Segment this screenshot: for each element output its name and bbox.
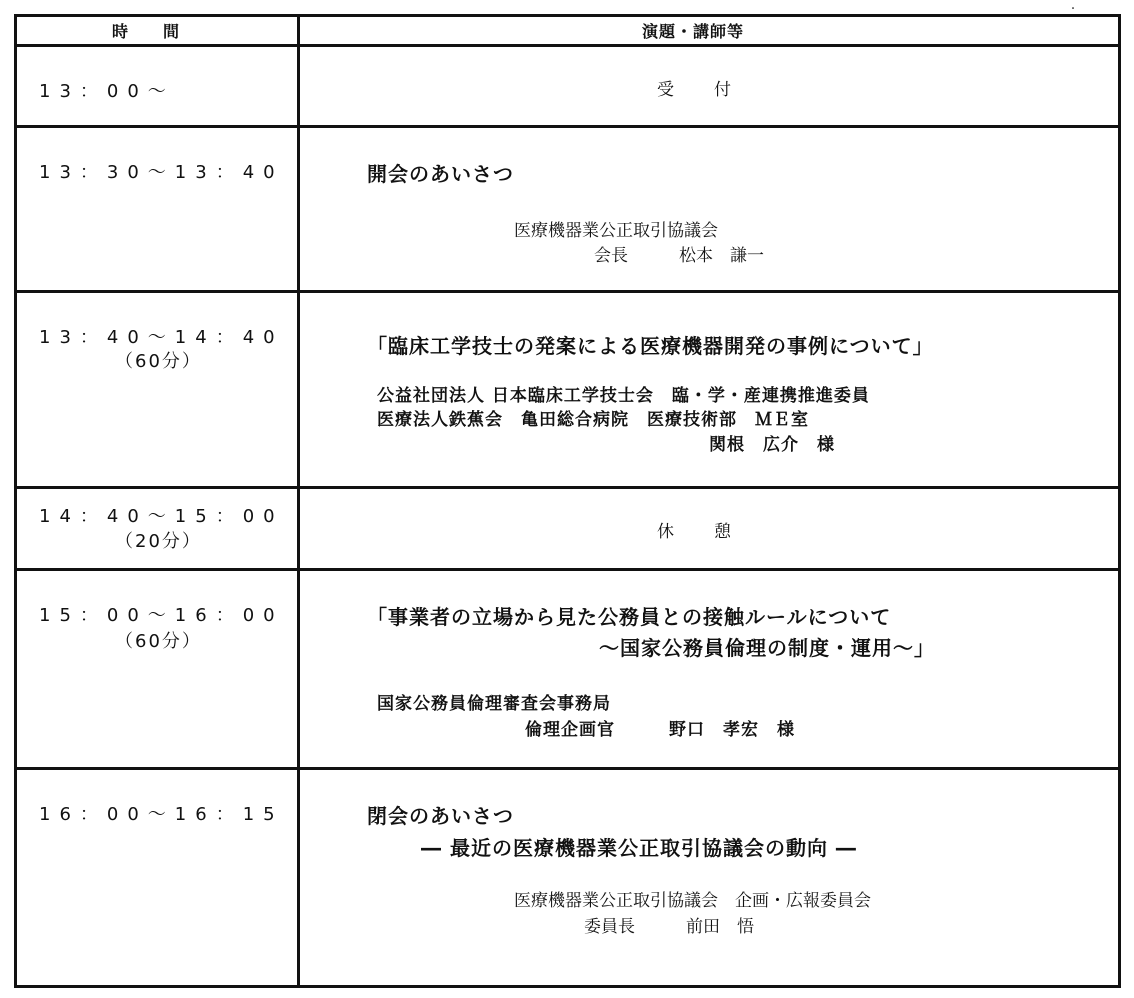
speaker-affiliation: 医療法人鉄蕉会 亀田総合病院 医療技術部 ＭＥ室 xyxy=(377,410,809,430)
corner-dot: ・ xyxy=(1068,4,1078,15)
speaker-name: 倫理企画官 野口 孝宏 様 xyxy=(525,720,795,740)
organization: 医療機器業公正取引協議会 企画・広報委員会 xyxy=(514,891,871,911)
time-slot: 13：40～14：40 xyxy=(39,327,284,348)
table-row xyxy=(17,571,1118,767)
speaker: 委員長 前田 悟 xyxy=(584,917,754,937)
time-slot: 16：00～16：15 xyxy=(39,804,284,825)
organization: 医療機器業公正取引協議会 xyxy=(514,221,718,241)
duration: （20分） xyxy=(115,531,202,552)
table-row xyxy=(17,47,1118,125)
time-column-header: 時 間 xyxy=(112,22,181,41)
time-slot: 14：40～15：00 xyxy=(39,506,284,527)
duration: （60分） xyxy=(115,631,202,652)
session-title: 「臨床工学技士の発案による医療機器開発の事例について」 xyxy=(367,334,934,358)
table-row xyxy=(17,770,1118,985)
time-slot: 15：00～16：00 xyxy=(39,605,284,626)
table-row xyxy=(17,489,1118,568)
break-label: 休 憩 xyxy=(657,522,733,542)
speaker: 会長 松本 謙一 xyxy=(594,246,764,266)
topic-column-header: 演題・講師等 xyxy=(642,22,745,41)
duration: （60分） xyxy=(115,351,202,372)
table-row xyxy=(17,128,1118,290)
session-title: 開会のあいさつ xyxy=(367,162,514,186)
session-title: 「事業者の立場から見た公務員との接触ルールについて xyxy=(367,605,892,629)
speaker-affiliation: 国家公務員倫理審査会事務局 xyxy=(377,694,611,714)
time-slot: 13：00～ xyxy=(39,81,175,102)
table-row xyxy=(17,293,1118,486)
session-title: 閉会のあいさつ xyxy=(367,804,514,828)
schedule-table xyxy=(14,14,1121,988)
reception-label: 受 付 xyxy=(657,80,733,100)
speaker-name: 関根 広介 様 xyxy=(709,435,835,455)
session-subtitle: ― 最近の医療機器業公正取引協議会の動向 ― xyxy=(421,836,857,860)
table-header xyxy=(17,17,1118,44)
time-slot: 13：30～13：40 xyxy=(39,162,284,183)
session-subtitle: ～国家公務員倫理の制度・運用～」 xyxy=(599,636,935,660)
speaker-affiliation: 公益社団法人 日本臨床工学技士会 臨・学・産連携推進委員 xyxy=(377,386,870,406)
